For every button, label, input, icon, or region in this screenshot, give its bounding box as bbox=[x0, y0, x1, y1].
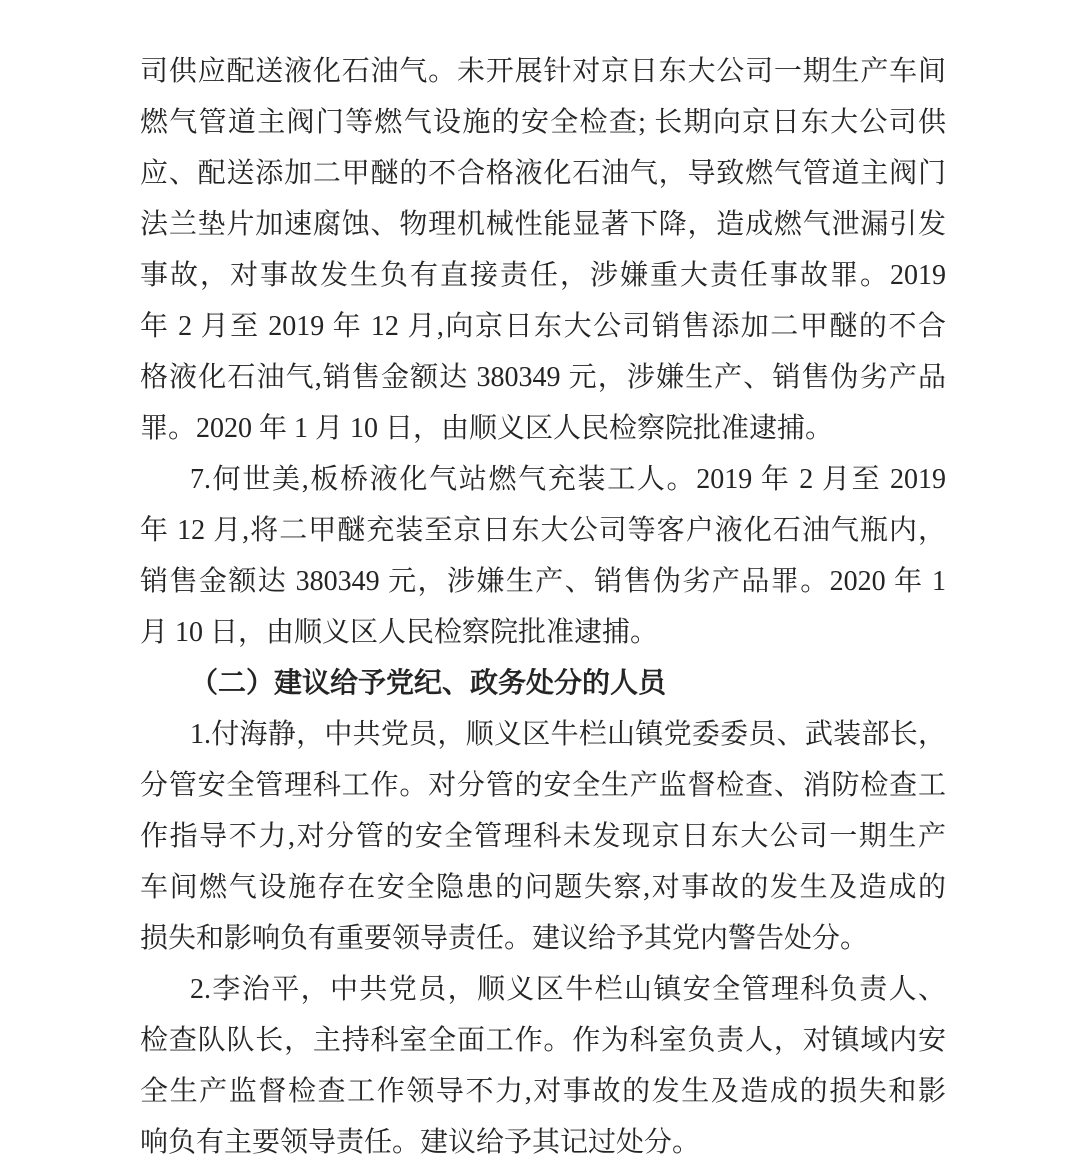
document-line: 事故，对事故发生负有直接责任，涉嫌重大责任事故罪。2019 bbox=[140, 260, 946, 291]
document-line: 法兰垫片加速腐蚀、物理机械性能显著下降，造成燃气泄漏引发 bbox=[140, 209, 946, 240]
document-line: 响负有主要领导责任。建议给予其记过处分。 bbox=[140, 1127, 701, 1158]
document-line: 损失和影响负有重要领导责任。建议给予其党内警告处分。 bbox=[140, 923, 869, 954]
document-line: 月 10 日，由顺义区人民检察院批准逮捕。 bbox=[140, 617, 659, 648]
document-line: 作指导不力,对分管的安全管理科未发现京日东大公司一期生产 bbox=[140, 821, 946, 852]
document-line: 检查队队长，主持科室全面工作。作为科室负责人，对镇域内安 bbox=[140, 1025, 946, 1056]
document-line: （二）建议给予党纪、政务处分的人员 bbox=[190, 668, 667, 699]
document-line: 1.付海静，中共党员，顺义区牛栏山镇党委委员、武装部长， bbox=[190, 719, 946, 750]
document-line: 全生产监督检查工作领导不力,对事故的发生及造成的损失和影 bbox=[140, 1076, 946, 1107]
document-line: 罪。2020 年 1 月 10 日，由顺义区人民检察院批准逮捕。 bbox=[140, 413, 834, 444]
document-line: 年 2 月至 2019 年 12 月,向京日东大公司销售添加二甲醚的不合 bbox=[140, 311, 946, 342]
document-line: 7.何世美,板桥液化气站燃气充装工人。2019 年 2 月至 2019 bbox=[190, 464, 946, 495]
document-line: 格液化石油气,销售金额达 380349 元，涉嫌生产、销售伪劣产品 bbox=[140, 362, 946, 393]
document-line: 分管安全管理科工作。对分管的安全生产监督检查、消防检查工 bbox=[140, 770, 946, 801]
document-line: 销售金额达 380349 元，涉嫌生产、销售伪劣产品罪。2020 年 1 bbox=[140, 566, 946, 597]
document-line: 2.李治平，中共党员，顺义区牛栏山镇安全管理科负责人、 bbox=[190, 974, 946, 1005]
document-line: 年 12 月,将二甲醚充装至京日东大公司等客户液化石油气瓶内， bbox=[140, 515, 946, 546]
document-line: 燃气管道主阀门等燃气设施的安全检查; 长期向京日东大公司供 bbox=[140, 107, 946, 138]
document-line: 应、配送添加二甲醚的不合格液化石油气，导致燃气管道主阀门 bbox=[140, 158, 946, 189]
document-line: 司供应配送液化石油气。未开展针对京日东大公司一期生产车间 bbox=[140, 56, 946, 87]
document-line: 车间燃气设施存在安全隐患的问题失察,对事故的发生及造成的 bbox=[140, 872, 946, 903]
document-text-block bbox=[140, 46, 946, 1168]
